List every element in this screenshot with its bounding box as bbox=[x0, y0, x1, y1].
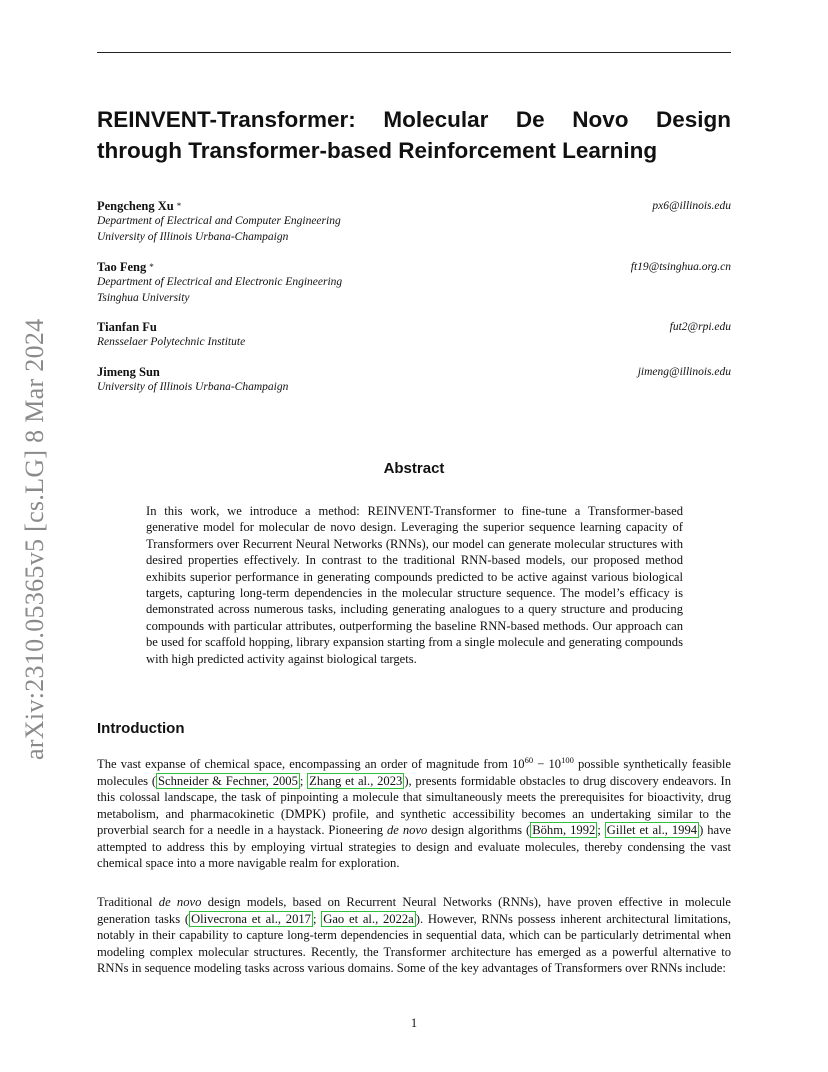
author-name: Pengcheng Xu bbox=[97, 199, 174, 213]
title-word: REINVENT-Transformer: bbox=[97, 107, 356, 132]
intro-paragraph-2 bbox=[97, 894, 731, 977]
title-word: Novo bbox=[572, 107, 629, 132]
paper-title bbox=[97, 104, 731, 166]
author-name: Jimeng Sun bbox=[97, 365, 160, 379]
citation-link[interactable]: Böhm, 1992 bbox=[532, 823, 596, 837]
arxiv-identifier: arXiv:2310.05365v5 [cs.LG] 8 Mar 2024 bbox=[20, 318, 49, 760]
exponent: 100 bbox=[561, 754, 574, 765]
author-email[interactable]: px6@illinois.edu bbox=[652, 200, 731, 212]
citation-link[interactable]: Olivecrona et al., 2017 bbox=[191, 911, 311, 926]
abstract-text: In this work, we introduce a method: REINVENT-Transformer to fine-tune a Transformer-based generative model for molecular de novo design. Leveraging the superior sequence learning capacity of Transformers over Recurrent Neural Networks (RNNs), our model can generate molecular structures with desired properties effectively. In contrast to the traditional RNN-based models, our proposed method exhibits superior performance in generating compounds predicted to be active against various biological targets, capturing long-term dependencies in the molecular structure sequence. The model’s efficacy is demonstrated across numerous tasks, including generating analogues to a query structure and producing compounds with particular attributes, outperforming the baseline RNN-based methods. Our approach can be used for scaffold hopping, library expansion starting from a single molecule and generating compounds with high predicted activity against biological targets. bbox=[146, 504, 683, 666]
title-word: De bbox=[515, 107, 545, 132]
text-run: possible synthetically feasible molecules ( bbox=[97, 757, 731, 788]
text-run: The vast expanse of chemical space, encompassing an order of magnitude from 10 bbox=[97, 757, 525, 771]
top-rule bbox=[97, 52, 731, 53]
text-run: ; bbox=[312, 911, 322, 926]
arxiv-side-label bbox=[20, 290, 50, 760]
text-run: ; bbox=[299, 773, 308, 788]
author-affiliation: Department of Electrical and Computer Engineering bbox=[97, 215, 341, 227]
text-run: ), presents formidable obstacles to drug discovery endeavors. In this colossal landscape, the task of pinpointing a molecule that simultaneously meets the prerequisites for bioactivity, drug metabolism, and pharmacokinetic (DMPK) profile, and synthetic accessibility becomes an undertaking similar to the proverbial search for a needle in a haystack. Pioneering bbox=[97, 773, 732, 837]
author-email[interactable]: fut2@rpi.edu bbox=[669, 321, 731, 333]
title-word: Molecular bbox=[383, 107, 489, 132]
exponent: 60 bbox=[524, 754, 534, 765]
author-affiliation: Rensselaer Polytechnic Institute bbox=[97, 336, 246, 348]
emphasis: de novo bbox=[158, 895, 202, 909]
author-block bbox=[97, 198, 731, 245]
page-number: 1 bbox=[410, 1016, 418, 1030]
text-run: Traditional bbox=[97, 895, 159, 909]
author-name: Tao Feng bbox=[97, 260, 147, 274]
citation-link[interactable]: Gao et al., 2022a bbox=[323, 911, 414, 926]
title-line-1 bbox=[97, 104, 731, 135]
author-email[interactable]: ft19@tsinghua.org.cn bbox=[630, 261, 731, 273]
author-email[interactable]: jimeng@illinois.edu bbox=[637, 366, 731, 378]
citation-link[interactable]: Zhang et al., 2023 bbox=[309, 773, 403, 788]
author-block bbox=[97, 319, 731, 351]
equal-contribution-mark: * bbox=[149, 262, 154, 272]
title-line-2: through Transformer-based Reinforcement Learning bbox=[97, 138, 658, 163]
introduction-heading: Introduction bbox=[97, 720, 185, 737]
intro-paragraph-1 bbox=[97, 756, 731, 872]
author-block bbox=[97, 364, 731, 396]
author-affiliation: Department of Electrical and Electronic Engineering bbox=[97, 276, 343, 288]
author-block bbox=[97, 259, 731, 306]
text-run: design models, based on Recurrent Neural Networks (RNNs), have proven effective in molecule generation tasks ( bbox=[97, 895, 731, 926]
title-word: Design bbox=[655, 107, 731, 132]
text-run: ) have attempted to address this by employing virtual strategies to design and evaluate molecules, thereby condensing the vast chemical space into a more navigable realm for exploration. bbox=[97, 823, 732, 870]
text-run: ). However, RNNs possess inherent architectural limitations, notably in their capability to capture long-term dependencies in sequential data, which can be particularly detrimental when modeling complex molecular structures. Recently, the Transformer architecture has emerged as a powerful alternative to RNNs in sequence modeling tasks across various domains. Some of the key advantages of Transformers over RNNs include: bbox=[97, 911, 731, 975]
text-run: − 10 bbox=[533, 757, 562, 771]
citation-link[interactable]: Gillet et al., 1994 bbox=[606, 823, 698, 837]
author-affiliation: Tsinghua University bbox=[97, 291, 190, 304]
equal-contribution-mark: * bbox=[176, 201, 182, 211]
text-run: ; bbox=[597, 823, 605, 837]
citation-link[interactable]: Schneider & Fechner, 2005 bbox=[158, 773, 298, 788]
emphasis: de novo bbox=[386, 823, 428, 837]
abstract-heading: Abstract bbox=[383, 460, 445, 477]
author-affiliation: University of Illinois Urbana-Champaign bbox=[97, 381, 289, 393]
author-affiliation: University of Illinois Urbana-Champaign bbox=[97, 230, 289, 243]
author-name: Tianfan Fu bbox=[97, 320, 157, 334]
text-run: design algorithms ( bbox=[427, 823, 531, 837]
